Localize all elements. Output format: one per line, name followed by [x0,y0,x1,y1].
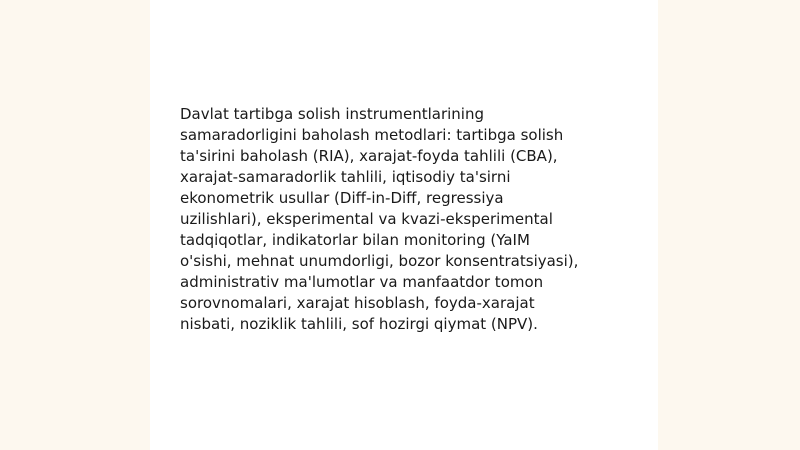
paragraph-line-10: sorovnomalari, xarajat hisoblash, foyda-xarajat [180,294,535,312]
paragraph-line-11: nisbati, noziklik tahlili, sof hozirgi qiymat (NPV). [180,315,538,333]
body-paragraph [180,104,640,335]
paragraph-line-6: uzilishlari), eksperimental va kvazi-eksperimental [180,210,553,228]
paragraph-line-3: ta'sirini baholash (RIA), xarajat-foyda tahlili (CBA), [180,147,558,165]
paragraph-line-4: xarajat-samaradorlik tahlili, iqtisodiy ta'sirni [180,168,511,186]
paragraph-line-9: administrativ ma'lumotlar va manfaatdor tomon [180,273,544,291]
paragraph-line-5: ekonometrik usullar (Diff-in-Diff, regressiya [180,189,504,207]
document-page [150,0,658,450]
paragraph-line-8: o'sishi, mehnat unumdorligi, bozor konsentratsiyasi), [180,252,579,270]
paragraph-line-7: tadqiqotlar, indikatorlar bilan monitoring (YaIM [180,231,530,249]
paragraph-line-2: samaradorligini baholash metodlari: tartibga solish [180,126,564,144]
paragraph-line-1: Davlat tartibga solish instrumentlarining [180,105,485,123]
